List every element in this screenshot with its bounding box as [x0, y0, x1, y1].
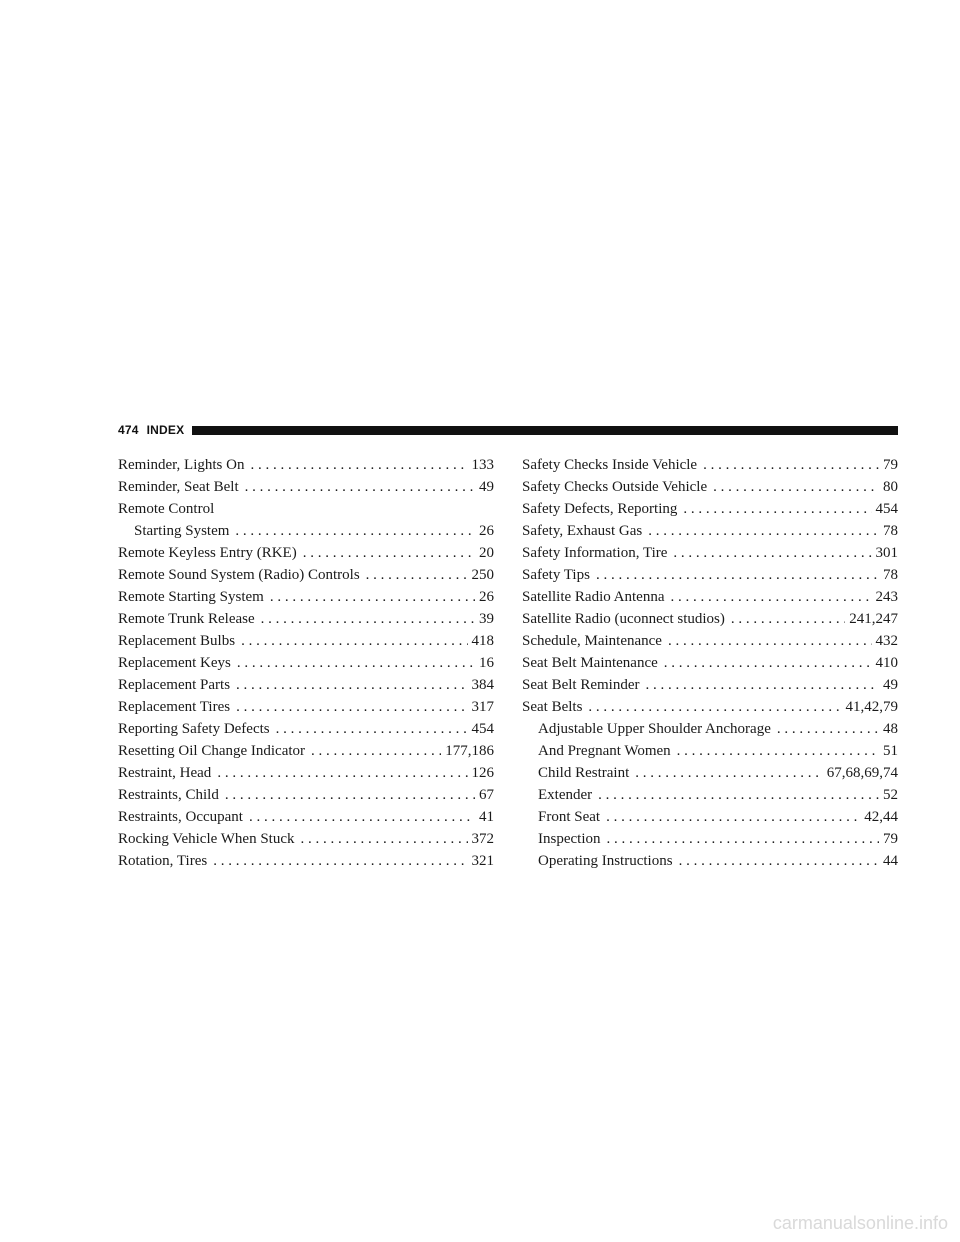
- index-entry: [118, 740, 494, 762]
- header-rule: [192, 426, 898, 435]
- index-term: Satellite Radio Antenna: [522, 589, 665, 605]
- dot-leader: [250, 454, 467, 476]
- index-term: Starting System: [134, 523, 230, 539]
- index-page-ref: 317: [471, 699, 494, 715]
- dot-leader: [677, 740, 879, 762]
- index-page-ref: 454: [875, 501, 898, 517]
- index-term: Rocking Vehicle When Stuck: [118, 831, 295, 847]
- dot-leader: [236, 674, 467, 696]
- index-term: Reminder, Lights On: [118, 457, 245, 473]
- index-entry: [522, 828, 898, 850]
- index-entry: [118, 498, 494, 520]
- index-entry: [522, 806, 898, 828]
- dot-leader: [245, 476, 475, 498]
- index-page-ref: 133: [471, 457, 494, 473]
- index-term: Seat Belt Reminder: [522, 677, 640, 693]
- index-entry: [118, 608, 494, 630]
- index-page-ref: 250: [471, 567, 494, 583]
- index-term: Satellite Radio (uconnect studios): [522, 611, 725, 627]
- dot-leader: [606, 828, 879, 850]
- index-page-ref: 26: [479, 523, 494, 539]
- dot-leader: [703, 454, 879, 476]
- index-term: Remote Sound System (Radio) Controls: [118, 567, 360, 583]
- dot-leader: [217, 762, 467, 784]
- index-term: Resetting Oil Change Indicator: [118, 743, 306, 759]
- index-entry: [522, 762, 898, 784]
- index-term: Safety Defects, Reporting: [522, 501, 678, 517]
- index-entry: [118, 542, 494, 564]
- index-column-left: [118, 454, 494, 872]
- index-term: Inspection: [538, 831, 601, 847]
- index-page-ref: 321: [471, 853, 494, 869]
- index-page-ref: 79: [883, 457, 898, 473]
- dot-leader: [670, 586, 871, 608]
- index-page-ref: 78: [883, 523, 898, 539]
- dot-leader: [270, 586, 475, 608]
- index-entry: [522, 586, 898, 608]
- index-term: Child Restraint: [538, 765, 630, 781]
- dot-leader: [249, 806, 475, 828]
- index-entry: [522, 696, 898, 718]
- dot-leader: [303, 542, 475, 564]
- index-entry: [522, 476, 898, 498]
- index-entry: [118, 806, 494, 828]
- index-term: And Pregnant Women: [538, 743, 671, 759]
- index-entry: [118, 520, 494, 542]
- index-page-ref: 51: [883, 743, 898, 759]
- dot-leader: [241, 630, 467, 652]
- index-entry: [118, 674, 494, 696]
- index-page-ref: 301: [875, 545, 898, 561]
- dot-leader: [596, 564, 879, 586]
- dot-leader: [606, 806, 860, 828]
- index-entry: [522, 652, 898, 674]
- index-entry: [118, 652, 494, 674]
- dot-leader: [664, 652, 872, 674]
- dot-leader: [645, 674, 879, 696]
- index-entry: [522, 674, 898, 696]
- dot-leader: [235, 520, 475, 542]
- index-page-ref: 79: [883, 831, 898, 847]
- index-term: Reporting Safety Defects: [118, 721, 270, 737]
- dot-leader: [777, 718, 879, 740]
- index-page-ref: 49: [479, 479, 494, 495]
- index-page-ref: 432: [875, 633, 898, 649]
- index-entry: [118, 762, 494, 784]
- index-entry: [522, 608, 898, 630]
- index-page-ref: 41,42,79: [845, 699, 898, 715]
- index-page-ref: 20: [479, 545, 494, 561]
- dot-leader: [276, 718, 468, 740]
- dot-leader: [598, 784, 879, 806]
- index-entry: [522, 564, 898, 586]
- dot-leader: [237, 652, 475, 674]
- index-term: Adjustable Upper Shoulder Anchorage: [538, 721, 771, 737]
- dot-leader: [261, 608, 475, 630]
- dot-leader: [366, 564, 468, 586]
- index-entry: [118, 564, 494, 586]
- index-term: Replacement Bulbs: [118, 633, 236, 649]
- dot-leader: [213, 850, 467, 872]
- index-page-ref: 67: [479, 787, 494, 803]
- index-entry: [118, 784, 494, 806]
- index-term: Rotation, Tires: [118, 853, 208, 869]
- index-page-ref: 80: [883, 479, 898, 495]
- dot-leader: [301, 828, 468, 850]
- index-term: Replacement Tires: [118, 699, 231, 715]
- index-entry: [522, 784, 898, 806]
- index-term: Remote Control: [118, 501, 215, 517]
- index-entry: [118, 630, 494, 652]
- index-term: Reminder, Seat Belt: [118, 479, 239, 495]
- index-page-ref: 42,44: [864, 809, 898, 825]
- section-title: INDEX: [146, 423, 185, 437]
- page-header: [118, 420, 898, 440]
- index-term: Safety Information, Tire: [522, 545, 668, 561]
- index-page-ref: 454: [471, 721, 494, 737]
- index-page-ref: 241,247: [849, 611, 898, 627]
- index-term: Seat Belts: [522, 699, 583, 715]
- dot-leader: [679, 850, 879, 872]
- dot-leader: [225, 784, 475, 806]
- index-entry: [522, 498, 898, 520]
- index-term: Replacement Parts: [118, 677, 231, 693]
- index-term: Restraints, Child: [118, 787, 219, 803]
- index-term: Restraint, Head: [118, 765, 212, 781]
- index-page-ref: 49: [883, 677, 898, 693]
- index-entry: [118, 850, 494, 872]
- dot-leader: [713, 476, 879, 498]
- index-entry: [118, 696, 494, 718]
- index-page-ref: 39: [479, 611, 494, 627]
- index-term: Remote Starting System: [118, 589, 264, 605]
- dot-leader: [635, 762, 823, 784]
- index-page-ref: 372: [471, 831, 494, 847]
- index-entry: [118, 476, 494, 498]
- index-page-ref: 126: [471, 765, 494, 781]
- index-term: Seat Belt Maintenance: [522, 655, 658, 671]
- dot-leader: [311, 740, 441, 762]
- index-entry: [522, 520, 898, 542]
- index-page-ref: 243: [875, 589, 898, 605]
- index-term: Safety Checks Outside Vehicle: [522, 479, 708, 495]
- index-term: Schedule, Maintenance: [522, 633, 662, 649]
- index-page-ref: 26: [479, 589, 494, 605]
- index-entry: [118, 718, 494, 740]
- index-page-ref: 410: [875, 655, 898, 671]
- index-page-ref: 78: [883, 567, 898, 583]
- index-term: Operating Instructions: [538, 853, 673, 869]
- index-entry: [118, 586, 494, 608]
- index-entry: [118, 454, 494, 476]
- index-page-ref: 48: [883, 721, 898, 737]
- index-entry: [522, 542, 898, 564]
- dot-leader: [673, 542, 871, 564]
- index-term: Safety Tips: [522, 567, 590, 583]
- index-term: Safety, Exhaust Gas: [522, 523, 643, 539]
- index-term: Replacement Keys: [118, 655, 231, 671]
- index-page-ref: 177,186: [445, 743, 494, 759]
- dot-leader: [588, 696, 841, 718]
- index-page-ref: 418: [471, 633, 494, 649]
- index-page-ref: 384: [471, 677, 494, 693]
- index-page-ref: 16: [479, 655, 494, 671]
- dot-leader: [668, 630, 872, 652]
- watermark-text: carmanualsonline.info: [772, 1213, 948, 1233]
- index-entry: [522, 454, 898, 476]
- index-page-ref: 44: [883, 853, 898, 869]
- index-column-right: [522, 454, 898, 872]
- dot-leader: [648, 520, 879, 542]
- page-number: 474: [118, 423, 139, 437]
- index-term: Remote Trunk Release: [118, 611, 255, 627]
- index-entry: [118, 828, 494, 850]
- index-entry: [522, 850, 898, 872]
- dot-leader: [731, 608, 845, 630]
- index-term: Front Seat: [538, 809, 601, 825]
- index-page-ref: 52: [883, 787, 898, 803]
- index-entry: [522, 740, 898, 762]
- index-page-ref: 67,68,69,74: [826, 765, 898, 781]
- index-term: Safety Checks Inside Vehicle: [522, 457, 698, 473]
- index-term: Restraints, Occupant: [118, 809, 243, 825]
- index-term: Extender: [538, 787, 593, 803]
- index-entry: [522, 718, 898, 740]
- dot-leader: [683, 498, 871, 520]
- index-entry: [522, 630, 898, 652]
- dot-leader: [236, 696, 467, 718]
- index-page-ref: 41: [479, 809, 494, 825]
- index-term: Remote Keyless Entry (RKE): [118, 545, 297, 561]
